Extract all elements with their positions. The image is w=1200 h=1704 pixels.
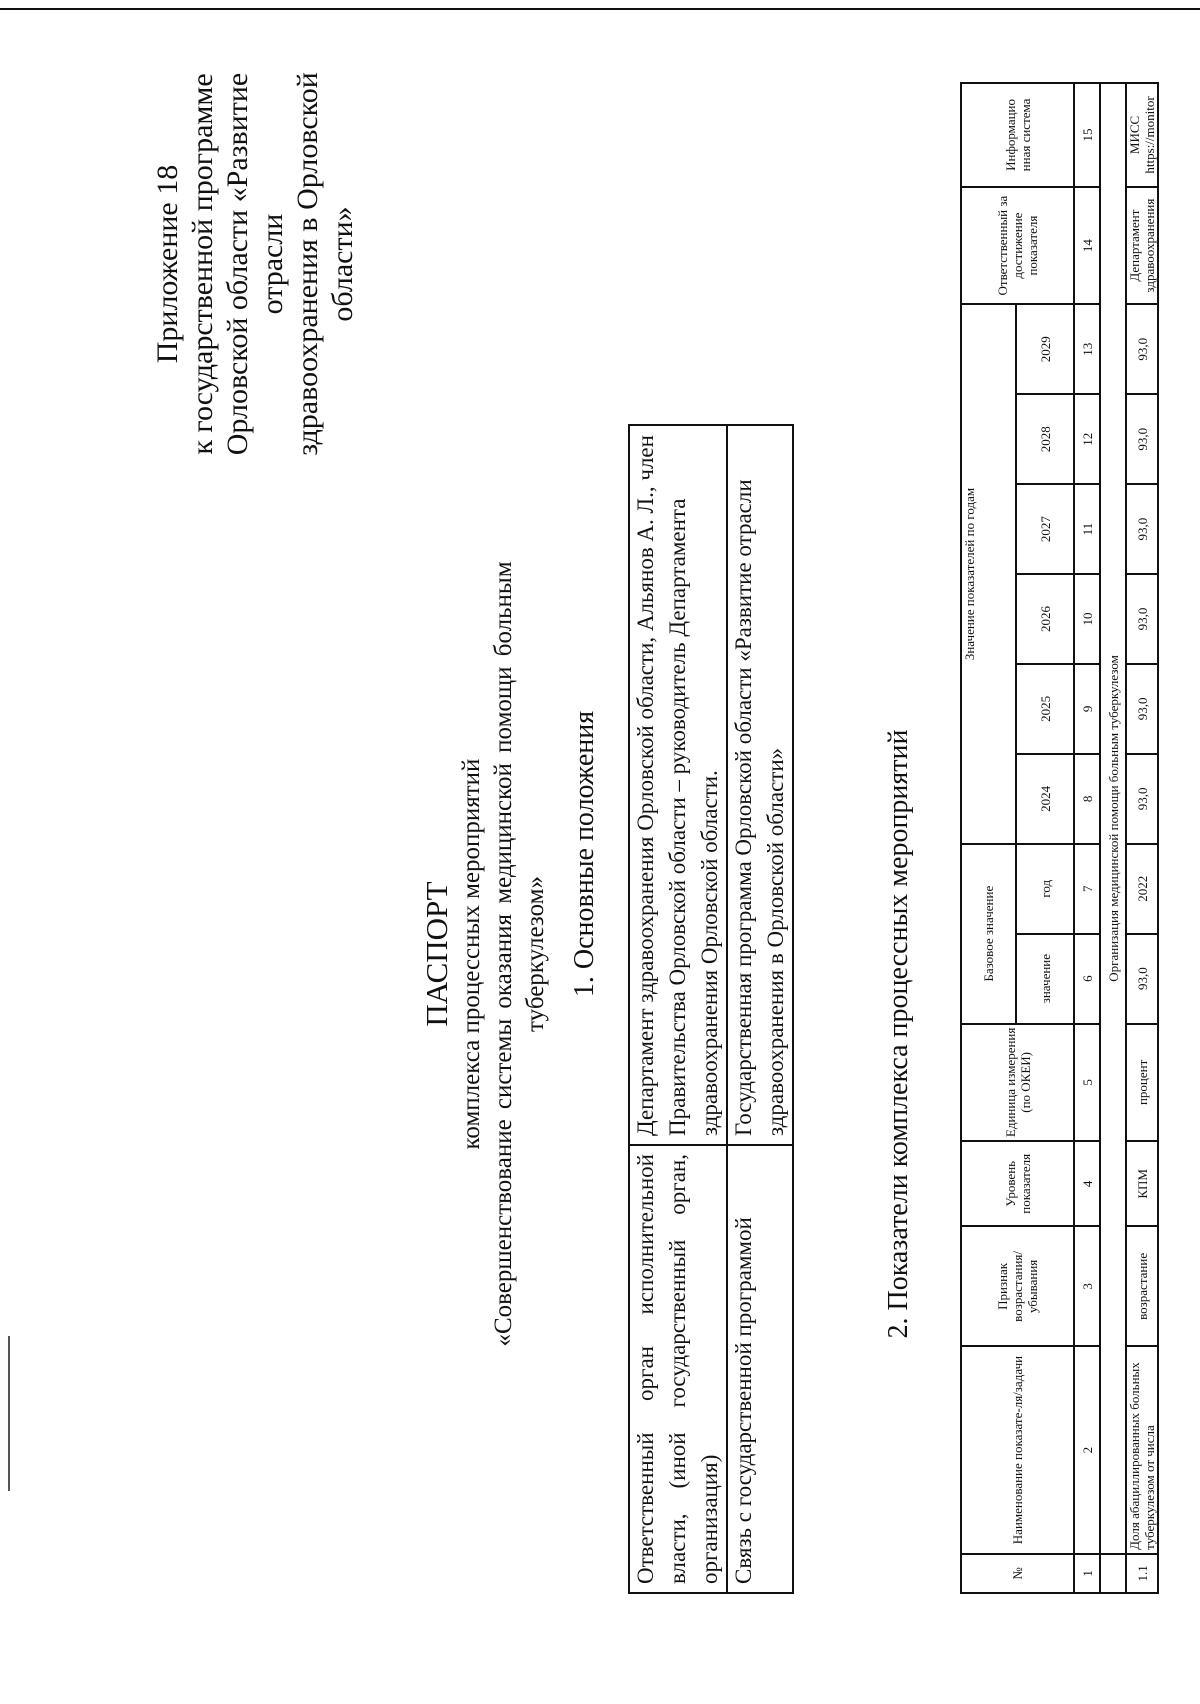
row-base-year: 2022 — [1126, 844, 1158, 934]
column-number: 11 — [1074, 484, 1100, 574]
header-responsible: Ответственный за достижение показателя — [961, 187, 1074, 304]
header-year: 2027 — [1016, 484, 1074, 574]
column-number: 14 — [1074, 187, 1100, 304]
row-base-value: 93,0 — [1126, 934, 1158, 1024]
header-sign: Признак возрастания/ убывания — [961, 1226, 1074, 1346]
header-unit: Единица измерения (по ОКЕИ) — [961, 1024, 1074, 1142]
column-number: 4 — [1074, 1141, 1100, 1226]
header-row — [961, 83, 1016, 1593]
passport-program-name: «Совершенствование системы оказания медицинской помощи больным туберкулезом» — [490, 561, 549, 1347]
header-year: 2024 — [1016, 754, 1074, 844]
appendix-line: Приложение 18 — [151, 164, 184, 364]
column-number: 9 — [1074, 664, 1100, 754]
header-base-value: значение — [1016, 934, 1074, 1024]
column-number: 13 — [1074, 304, 1100, 394]
column-number: 1 — [1074, 1554, 1100, 1593]
row-value: 93,0 — [1126, 574, 1158, 664]
row-value: 93,0 — [1126, 664, 1158, 754]
header-years-group: Значение показателей по годам — [961, 304, 1016, 843]
column-number: 5 — [1074, 1024, 1100, 1142]
row-value: 93,0 — [1126, 484, 1158, 574]
column-number: 12 — [1074, 394, 1100, 484]
header-year: 2028 — [1016, 394, 1074, 484]
row-responsible: Департамент здравоохранения — [1126, 187, 1158, 304]
section2-heading: 2. Показатели комплекса процессных мероприятий — [883, 729, 914, 1339]
header-year: 2026 — [1016, 574, 1074, 664]
header-level: Уровень показателя — [961, 1141, 1074, 1226]
row-value: 93,0 — [1126, 304, 1158, 394]
header-name: Наименование показате-ля/задачи — [961, 1346, 1074, 1553]
appendix-line: здравоохранения в Орловской области» — [291, 72, 359, 456]
subsection-title: Организация медицинской помощи больным туберкулезом — [1100, 83, 1126, 1554]
row-info: МИСС https://monitor — [1126, 83, 1158, 187]
row-value: Департамент здравоохранения Орловской области, Альянов А. Л., член Правительства Орловской области – руководитель Департамента здравоохранения Орловской области. — [629, 425, 727, 1145]
column-number: 6 — [1074, 934, 1100, 1024]
main-provisions-table — [628, 424, 794, 1594]
section1-heading: 1. Основные положения — [569, 710, 600, 998]
column-number: 10 — [1074, 574, 1100, 664]
header-year: 2029 — [1016, 304, 1074, 394]
subsection-row — [1100, 83, 1126, 1593]
appendix-line: к государственной программе — [186, 73, 219, 455]
table-row — [727, 425, 793, 1593]
scan-edge-line — [0, 8, 1200, 10]
passport-heading — [418, 504, 552, 1404]
appendix-header — [150, 54, 360, 474]
column-number: 7 — [1074, 844, 1100, 934]
row-value: 93,0 — [1126, 394, 1158, 484]
row-label: Связь с государственной программой — [727, 1145, 793, 1593]
passport-subtitle: комплекса процессных мероприятий — [458, 758, 485, 1150]
header-year: 2025 — [1016, 664, 1074, 754]
table-row — [1126, 83, 1158, 1593]
column-number: 8 — [1074, 754, 1100, 844]
column-number-row — [1074, 83, 1100, 1593]
header-base-year: год — [1016, 844, 1074, 934]
scan-margin-mark — [8, 1336, 10, 1491]
subsection-spacer — [1100, 1554, 1126, 1593]
indicators-table — [960, 82, 1159, 1594]
appendix-line: Орловской области «Развитие отрасли — [221, 72, 289, 456]
row-sign: возрастание — [1126, 1226, 1158, 1346]
row-name: Доля абациллированных больных туберкулезом от числа — [1126, 1346, 1158, 1553]
row-value: Государственная программа Орловской области «Развитие отрасли здравоохранения в Орловской области» — [727, 425, 793, 1145]
row-value: 93,0 — [1126, 754, 1158, 844]
row-level: КПМ — [1126, 1141, 1158, 1226]
column-number: 3 — [1074, 1226, 1100, 1346]
column-number: 2 — [1074, 1346, 1100, 1553]
header-base: Базовое значение — [961, 844, 1016, 1024]
column-number: 15 — [1074, 83, 1100, 187]
row-unit: процент — [1126, 1024, 1158, 1142]
row-label: Ответственный орган исполнительной власти, (иной государственный орган, организация) — [629, 1145, 727, 1593]
table-row — [629, 425, 727, 1593]
header-num: № — [961, 1554, 1074, 1593]
header-info: Информацио нная система — [961, 83, 1074, 187]
passport-title: ПАСПОРТ — [419, 881, 454, 1027]
row-num: 1.1 — [1126, 1554, 1158, 1593]
